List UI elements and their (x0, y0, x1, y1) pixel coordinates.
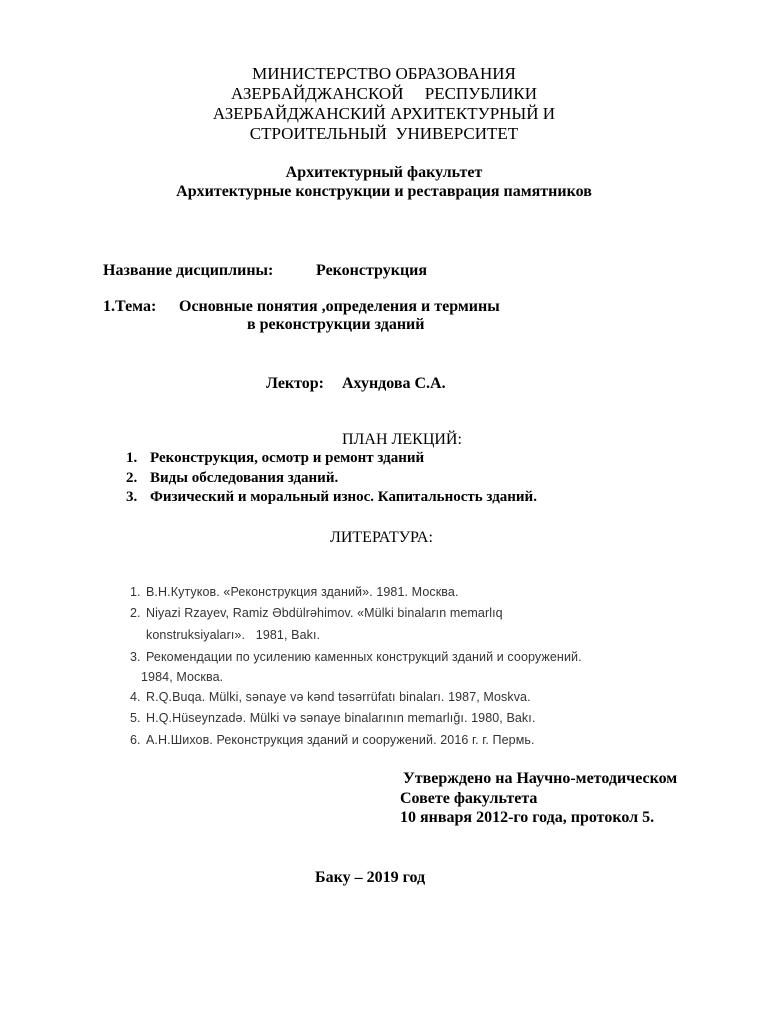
literature-heading: ЛИТЕРАТУРА: (330, 529, 433, 546)
literature-item-num: 2. (130, 606, 141, 620)
approval-line-2: Совете факультета (400, 790, 538, 807)
literature-item-num: 3. (130, 650, 141, 664)
literature-item-num: 5. (130, 711, 141, 725)
university-line-2: СТРОИТЕЛЬНЫЙ УНИВЕРСИТЕТ (249, 124, 519, 143)
university-line-1: АЗЕРБАЙДЖАНСКИЙ АРХИТЕКТУРНЫЙ И (212, 104, 556, 123)
plan-item: Реконструкция, осмотр и ремонт зданий (150, 450, 425, 466)
literature-item: R.Q.Buqa. Mülki, sənaye və kənd təsərrüfatı binaları. 1987, Moskva. (146, 690, 531, 704)
literature-item: Niyazi Rzayev, Ramiz Əbdülrəhimov. «Mülki binaların memarlıq (146, 606, 503, 620)
department-name: Архитектурные конструкции и реставрация памятников (176, 183, 592, 200)
literature-item: Рекомендации по усилению каменных конструкций зданий и сооружений. (146, 650, 582, 664)
literature-item: H.Q.Hüseynzadə. Mülki və sənaye binalarının memarlığı. 1980, Bakı. (146, 711, 536, 725)
plan-heading: ПЛАН ЛЕКЦИЙ: (342, 431, 462, 448)
place-year: Баку – 2019 год (315, 869, 426, 886)
literature-item-num: 6. (130, 733, 141, 747)
approval-line-3: 10 января 2012-го года, протокол 5. (400, 809, 655, 826)
topic-label: 1.Тема: (103, 298, 157, 315)
literature-item: А.Н.Шихов. Реконструкция зданий и сооружений. 2016 г. г. Пермь. (146, 733, 535, 747)
literature-item-num: 4. (130, 690, 141, 704)
plan-item-num: 2. (126, 470, 138, 486)
literature-item: В.Н.Кутуков. «Реконструкция зданий». 1981. Москва. (146, 585, 459, 599)
literature-item-continuation: konstruksiyaları». 1981, Bakı. (146, 628, 321, 642)
literature-item-num: 1. (130, 585, 141, 599)
discipline-label: Название дисциплины: (103, 262, 274, 279)
discipline-value: Реконструкция (316, 262, 428, 279)
plan-item: Физический и моральный износ. Капитальность зданий. (150, 489, 537, 505)
ministry-line-1: МИНИСТЕРСТВО ОБРАЗОВАНИЯ (252, 64, 516, 83)
faculty-name: Архитектурный факультет (285, 164, 483, 181)
approval-line-1: Утверждено на Научно-методическом (403, 770, 678, 787)
plan-item-num: 1. (126, 450, 138, 466)
lecturer-label: Лектор: (266, 375, 325, 392)
ministry-line-2: АЗЕРБАЙДЖАНСКОЙ РЕСПУБЛИКИ (231, 84, 537, 103)
lecturer-name: Ахундова С.А. (342, 375, 446, 392)
literature-item-continuation: 1984, Москва. (141, 670, 224, 684)
topic-line-1: Основные понятия ,определения и термины (179, 298, 500, 315)
plan-item: Виды обследования зданий. (150, 470, 339, 486)
topic-line-2: в реконструкции зданий (247, 316, 425, 333)
plan-item-num: 3. (126, 489, 138, 505)
